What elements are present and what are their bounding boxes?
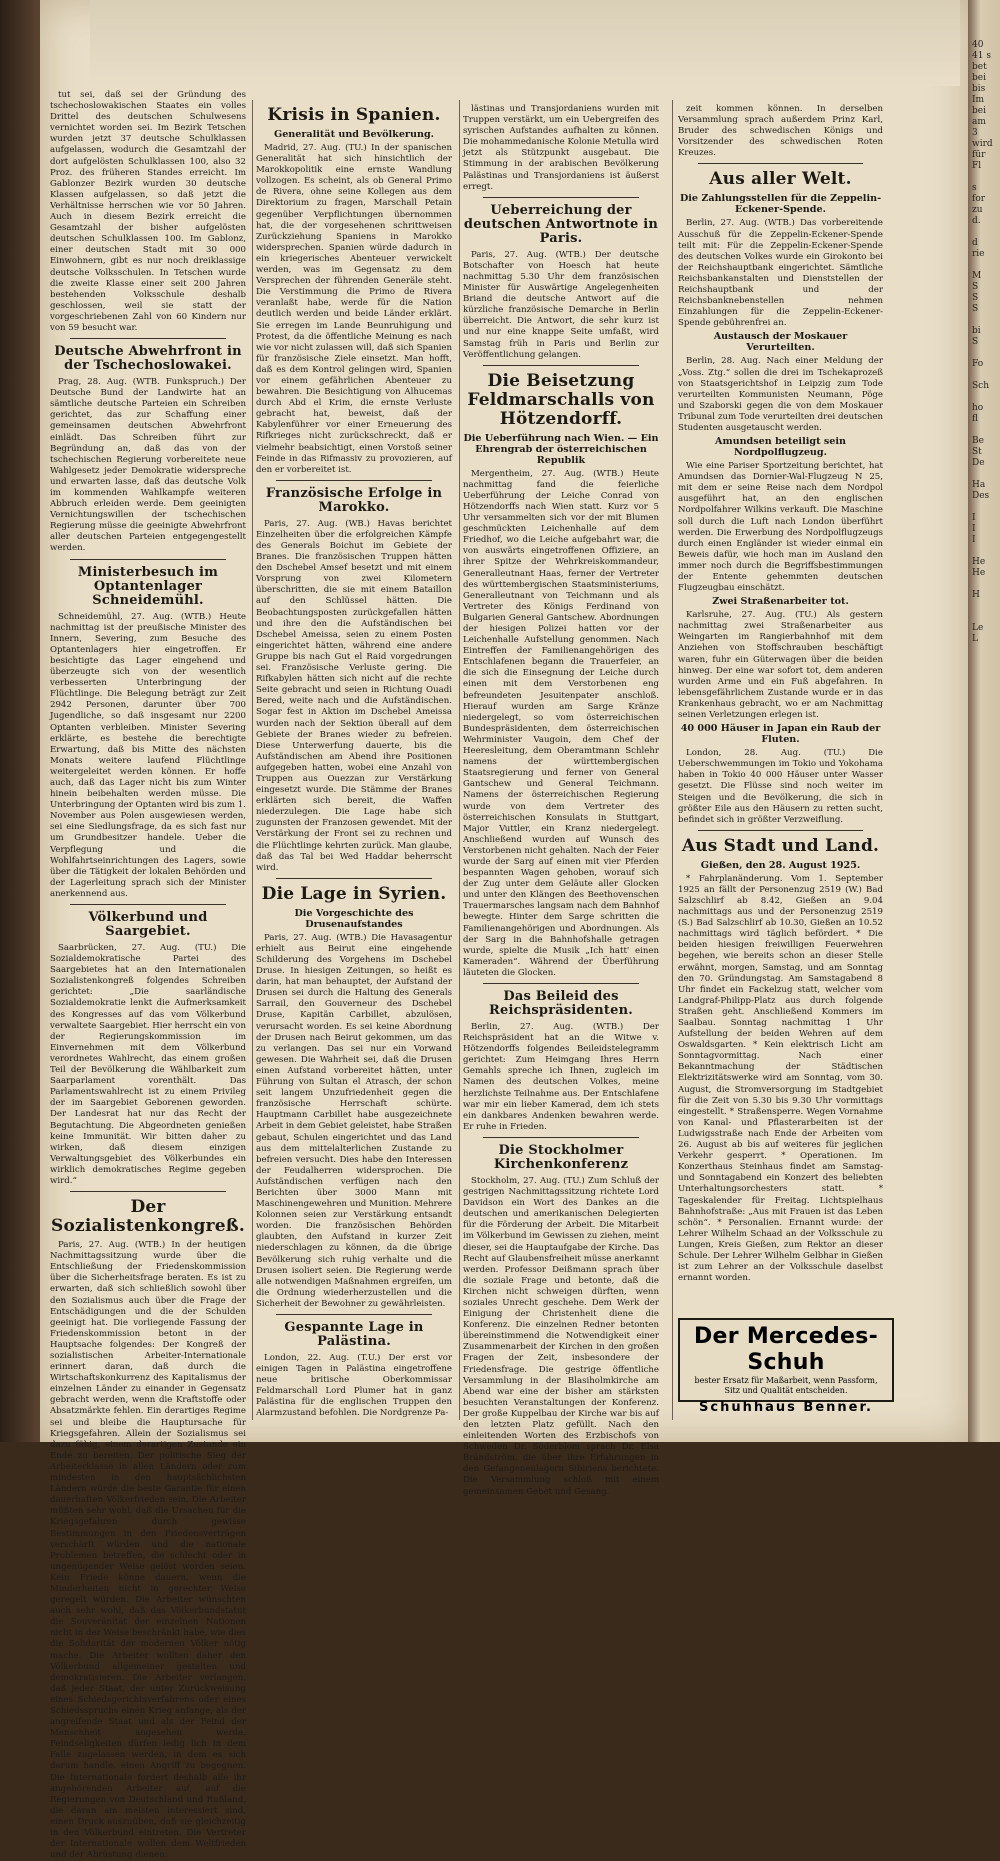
article-syrien: Paris, 27. Aug. (WTB.) Die Havasagentur erhielt aus Beirut eine eingehende Schilderung des Vorgehens im Dschebel Druse. In hiesigen Zeitungen, so heißt es darin, hat man behauptet, der Aufstand der Drusen sei durch die Haltung des Generals Sarrail, den Gouverneur des Dschebel Druse, Kapitän Carbillet, abzulösen, verursacht worden. Es sei keine Abordnung der Drusen nach Beirut gekommen, um das zu verlangen. Das sei nur ein Vorwand gewesen. Die Wahrheit sei, daß die Drusen einen Aufstand vorbereitet hätten, unter Führung von Sultan el Atrasch, der schon seit langem Unzufriedenheit gegen die französische Herrschaft schürte. Hauptmann Carbillet habe ausgezeichnete Arbeit in dem Gebiet geleistet, habe Straßen gebaut, Schulen eingerichtet und das Land aus dem mittelalterlichen Zustande zu befreien versucht. Dies habe den Interessen der Feudalherren widersprochen. Die Aufständischen verfügen nach den Berichten über 3000 Mann mit Maschinengewehren und Munition. Mehrere Kolonnen seien zur Verstärkung entsandt worden. Die französischen Behörden glaubten, den Aufstand in kurzer Zeit niederschlagen zu können, da die übrige Bevölkerung sich ruhig verhalte und die Drusen isoliert seien. Die Regierung werde alle notwendigen Maßnahmen ergreifen, um die Ordnung wiederherzustellen und die Sicherheit der Bewohner zu gewährleisten. [256, 932, 452, 1309]
headline-palaestina: Gespannte Lage in Palästina. [284, 1320, 424, 1349]
headline-beileid: Das Beileid des Reichspräsidenten. [489, 989, 633, 1018]
subheadline-moskau: Austausch der Moskauer Verurteilten. [713, 331, 848, 354]
divider [698, 163, 863, 164]
column-rule-3 [672, 100, 673, 1420]
divider [483, 983, 639, 984]
column-4 [678, 104, 883, 1286]
article-marokko: Paris, 27. Aug. (WB.) Havas berichtet Einzelheiten über die erfolgreichen Kämpfe des Generals Boichut im Gebiete der Branes. Die französischen Truppen hätten den Dschebel Amsef besetzt und mit einem Vorsprung von zwei Kilometern überschritten, die sie mit einem Bataillon auf den Schlüssel hätten. Die Beobachtungsposten zurückgefallen hätten und ihre den die Aufständischen bei Dschebel Ameissa, seien zu einem Posten eingerichtet hätten, während eine andere Gruppe bis nach Gut el Raid vorgedrungen sei. Französische Verluste gering. Die Rifkabylen hätten sich nicht auf die rechte Seite gebracht und seien in Richtung Ouadi Bered, weite nach und die Aufständischen. Sogar fest in Aktion im Dschebel Ameissa wurden nach der Sektion überall auf dem Gebiete der Branes wieder zu befreien. Diese Unterwerfung dauerte, bis die Aufständischen am Abend ihre Positionen aufgegeben hatten, wobei eine Anzahl von Truppen aus Ouezzan zur Verstärkung eingesetzt wurde. Die Stämme der Branes erklärten sich bereit, die Waffen niederzulegen. Die Lage habe sich zugunsten der Franzosen gewendet. Mit der Verstärkung der Front sei zu rechnen und die Flüchtlinge kehrten zurück. Man glaube, daß das Tal bei Wed Haddar beherrscht wird. [256, 518, 452, 873]
article-amundsen: Wie eine Pariser Sportzeitung berichtet, hat Amundsen das Dornier-Wal-Flugzeug N 25, mit dem er seine Reise nach dem Nordpol ausgeführt hat, an den englischen Nordpolfahrer Wilkins verkauft. Die Maschine soll durch die Luft nach London überführt werden. Die Erwerbung des Nordpolflugzeugs durch einen Engländer ist wieder einmal ein Beweis dafür, wie hoch man im Ausland den immer noch durch die Begriffsbestimmungen der Entente gehemmten deutschen Flugzeugbau einschätzt. [678, 461, 883, 594]
article-sozialistenkongress: Paris, 27. Aug. (WTB.) In der heutigen Nachmittagssitzung wurde über die Entschließung der Friedenskommission über die Sicherheitsfrage beraten. Es ist zu erwarten, daß sich schließlich sowohl über den Sozialismus auch über die Frage der Entschädigungen und die der Schulden geeinigt hat. Die vorliegende Fassung der Friedenskommission betont in der Hauptsache folgendes: Der Kongreß der sozialistischen Arbeiter-Internationale erinnert daran, daß durch die Wirtschaftskonkurrenz des Kapitalismus der einzelnen Länder zu einander in Gegensatz gebracht werden, wenn die Kraftstoffe oder Absatzmärkte fehlen. Ein derartiges Regime sei und bleibe die Hauptursache für Kriegsgefahren. Allein der Sozialismus sei dazu fähig, einem derartigen Zustande ein Ende zu bereiten. Der politische Sieg der Arbeiterklasse in allen Ländern oder zum mindesten in den hauptsächlichsten Ländern würde die beste Garantie für einen dauerhaften Völkerfrieden sein. Die Arbeiter müßten sehr wohl, daß die Ursachen für die Kriegsgefahren durch gewisse Bestimmungen in den Friedensverträgen verschärft würden und die nationale Problemen betreffen, die schlecht oder in ungenügender Weise gelöst worden seien. Kein Friede könne dauern, wenn die Minderheiten nicht in gerechter Weise geregelt würden. Die Arbeiter wünschten auch sehr wohl, daß das Völkerbundstatut die Souveränität der einzelnen Nationen nicht in der Weise beschränkt habe, wie dies die Solidarität der modernen Völker nötig mache. Die Arbeiter wollten daher den Völkerbund allgemeiner gestalten und demokratisieren. Die Arbeiter verlangen, daß jeder Staat, der unter Zurückweisung eines Schiedsgerichtsverfahrens oder eines Schiedsspruchs einen Krieg anfange, als der angreifende Staat und als der Feind der Menschheit angesehen werde. Feindseligkeiten dürfen ledig lich in dem Falle zugelassen werden, in dem es sich darum handle, einen Angriff zu begegnen. Die Internationale fordert deshalb alle ihr angehörenden Arbeiter auf, auf die Regierungen von Deutschland und Rußland, die daran am meisten interessiert sind, einen Druck auszuüben, daß sie gleichzeitig in den Völkerbund eintreten. Die Vertreter der Internationale wollen dem Weltfrieden und der Abrüstung dienen. [50, 1240, 246, 1861]
divider [70, 1191, 226, 1192]
subheadline-japan: 40 000 Häuser in Japan ein Raub der Fluten. [680, 723, 881, 746]
article-beileid: Berlin, 27. Aug. (WTB.) Der Reichspräsident hat an die Witwe v. Hötzendorffs folgendes Beileidstelegramm gerichtet: Zum Heimgang Ihres Herrn Gemahls spreche ich Ihnen, zugleich im Namen des deutschen Volkes, meine herzlichste Teilnahme aus. Der Entschlafene war mir ein lieber Kamerad, dem ich stets ein dankbares Andenken bewahren werde. Er ruhe in Frieden. [463, 1022, 659, 1132]
divider [483, 1137, 639, 1138]
subheadline-drusen: Die Vorgeschichte des Drusenaufstandes [294, 907, 414, 930]
column-rule-2 [459, 100, 460, 1420]
article-moskau: Berlin, 28. Aug. Nach einer Meldung der „Voss. Ztg.“ sollen die drei im Tschekaprozeß von Staatsgerichtshof in Leipzig zum Tode verurteilten Kommunisten Neumann, Pöge und Szaborski gegen die von dem Moskauer Tribunal zum Tode verurteilten drei deutschen Studenten ausgetauscht werden. [678, 356, 883, 433]
column-3 [463, 104, 659, 1497]
article-zeppelin: Berlin, 27. Aug. (WTB.) Das vorbereitende Ausschuß für die Zeppelin-Eckener-Spende teilt mit: Für die Zeppelin-Eckener-Spende des deutschen Volkes wurde ein Girokonto bei der Reichshauptbank eingerichtet. Sämtliche Reichsbankanstalten und Dienststellen der Reichshauptbank und der Reichsbanknebenstellen nehmen Einzahlungen für die Zeppelin-Eckener-Spende gebührenfrei an. [678, 218, 883, 329]
column-rule-1 [252, 100, 253, 1420]
divider [70, 904, 226, 905]
headline-voelkerbund: Völkerbund und Saargebiet. [88, 910, 208, 939]
divider [276, 878, 432, 879]
article-krisis-spanien: Madrid, 27. Aug. (TU.) In der spanischen Generalität hat sich hinsichtlich der Marokkopolitik eine ernste Wandlung vollzogen. Es scheint, als ob General Primo de Rivera, ohne seine Kollegen aus dem Direktorium zu fragen, Marschall Petain gegenüber Verpflichtungen übernommen hat, die der vorgesehenen schrittweisen Zurückziehung Spaniens in Marokko widersprechen. Spanien würde dadurch in ein kriegerisches Abenteuer verwickelt werden, was im Gegensatz zu dem Versprechen der führenden Generäle steht. Die Verstimmung die Primo de Rivera veranlaßt habe, werde für die Nation deutlich werden und beide Länder erklärt. Sie erregen im Lande Beunruhigung und Protest, da die öffentliche Meinung es nach wie vor nicht zulassen will, daß sich Spanien für französische Ziele einsetzt. Man hofft, daß es dem Kontrol gelingen wird, Spanien vor einem gefährlichen Abenteuer zu bewahren. Die Besichtigung von Alhucemas durch Abd el Krim, die ernste Verluste gebracht hat, beweist, daß der Kabylenführer vor einer Erneuerung des Rifkrieges nicht zurückschreckt, daß er vielmehr beabsichtigt, einen Vorstoß seiner Feinde in das Rifmassiv zu provozieren, auf den er vorbereitet ist. [256, 143, 452, 475]
headline-krisis-spanien: Krisis in Spanien. [267, 105, 441, 125]
headline-aus-aller-welt: Aus aller Welt. [709, 169, 852, 190]
column-2 [256, 100, 452, 1422]
headline-kirchenkonferenz: Die Stockholmer Kirchenkonferenz [493, 1142, 629, 1172]
headline-syrien: Die Lage in Syrien. [261, 883, 447, 904]
headline-marokko: Französische Erfolge in Marokko. [265, 485, 443, 515]
article-kirchenkonferenz: Stockholm, 27. Aug. (TU.) Zum Schluß der gestrigen Nachmittagssitzung richtete Lord Davidson ein Wort des Dankes an die deutschen und amerikanischen Delegierten für die Förderung der Arbeit. Die Mitarbeit im Völkerbund im Gewissen zu ziehen, meint dieser, sei die Hauptaufgabe der Kirche. Das Recht auf Glaubensfreiheit müsse anerkannt werden. Professor Deißmann sprach über die soziale Frage und betonte, daß die Kirchen nicht schweigen dürften, wenn soziales Unrecht geschehe. Dem Werk der Einigung der Christenheit diene die Konferenz. Die einzelnen Redner betonten übereinstimmend die Notwendigkeit einer Zusammenarbeit der Kirchen in den großen Fragen der Zeit, insbesondere der Friedensfrage. Die gestrige öffentliche Versammlung in der Blasiholmkirche am Abend war eine der bisher am stärksten besuchten Veranstaltungen der Konferenz. Der große Kuppelbau der Kirche war bis auf den letzten Platz gefüllt. Nach den einleitenden Worten des Erzbischofs von Schweden Dr. Söderblom sprach Dr. Elsa Brändström, die über ihre Erfahrungen in den Gefangenenlagern Sibiriens berichtete. Die Versammlung schloß mit einem gemeinsamen Gebet und Gesang. [463, 1175, 659, 1497]
article-voelkerbund: Saarbrücken, 27. Aug. (TU.) Die Sozialdemokratische Partei des Saargebietes hat an den Internationalen Sozialistenkongreß folgendes Schreiben gerichtet: „Die saarländische Sozialdemokratie lenkt die Aufmerksamkeit des Kongresses auf das vom Völkerbund verwaltete Saargebiet. Hier herrscht ein von der Regierungskommission im Einvernehmen mit dem Völkerbund verordnetes Wahlrecht, das einem großen Teil der Bevölkerung die Wählbarkeit zum Saarparlament vorenthält. Das Parlamentswahlrecht ist zu einem Privileg der im Saargebiet Geborenen geworden. Der Landesrat hat nur das Recht der Begutachtung. Die Abgeordneten genießen keine Immunität. Wir bitten daher zu wirken, daß diesem einzigen Verwaltungsgebiet des Völkerbundes ein wirklich demokratisches Regime gegeben wird.“ [50, 943, 246, 1186]
article-strassenarbeiter: Karlsruhe, 27. Aug. (TU.) Als gestern nachmittag zwei Straßenarbeiter aus Weingarten im Rangierbahnhof mit dem Anziehen von Stoffschrauben beschäftigt waren, fuhr ein Güterwagen über die beiden hinweg. Der eine war sofort tot, dem anderen wurden Arme und ein Fuß abgefahren. In lebensgefährlichem Zustande wurde er in das Krankenhaus gebracht, wo er am Nachmittag seinen Verletzungen erlegen ist. [678, 610, 883, 721]
article-japan: London, 28. Aug. (TU.) Die Ueberschwemmungen im Tokio und Yokohama haben in Tokio 40 000 Häuser unter Wasser gesetzt. Die Flüsse sind noch weiter im Steigen und die Bevölkerung, die sich in größter Eile aus den Häusern zu retten sucht, befindet sich in größter Verzweiflung. [678, 748, 883, 825]
article-palaestina: London, 22. Aug. (T.U.) Der erst vor einigen Tagen in Palästina eingetroffene neue britische Oberkommissar Feldmarschall Lord Plumer hat in ganz Palästina für die englischen Truppen den Alarmzustand befohlen. Die Nordgrenze Pa- [256, 1353, 452, 1419]
article-stadt-und-land: * Fahrplanänderung. Vom 1. September 1925 an fällt der Personenzug 2519 (W.) Bad Salzschlirf ab 8.42, Gießen an 9.04 nachmittags aus und der Personenzug 2519 (S.) Bad Salzschlirf ab 10.30, Gießen an 10.52 nachmittags wird täglich befördert. * Die beiden hiesigen freiwilligen Feuerwehren begehen, wie bereits schon an dieser Stelle erwähnt, morgen, Samstag, und am Sonntag den 70. Gründungstag. Am Samstagabend 8 Uhr findet ein Fackelzug statt, welcher vom Landgraf-Philipp-Platz aus durch folgende Straßen geht. Anschließend Kommers im Saalbau. Sonntag nachmittag 1 Uhr Aufstellung der beiden Wehren auf dem Oswaldsgarten. * Kein elektrisch Licht am Sonntagvormittag. Nach einer Bekanntmachung der Städtischen Elektrizitätswerke wird am Sonntag, vom 30. August, die Stromversorgung im Stadtgebiet für die Zeit von 5.30 bis 9.30 Uhr vormittags eingestellt. * Straßensperre. Wegen Vornahme von Kanal- und Pflasterarbeiten ist der Ludwigsstraße nach Ende der Arbeiten vom 26. August ab bis auf weiteres für jeglichen Verkehr gesperrt. * Operationen. Im Konzerthaus Steinhaus findet am Samstag- und Sonntagabend ein Konzert des beliebten Unterhaltungsorchesters statt. * Tageskalender für Freitag. Lichtspielhaus Bahnhofstraße: „Aus mit Frauen ist das Leben schön“. * Personalien. Ernannt wurde: der Lehrer Wilhelm Schaad an der Volksschule zu Lungen, Kreis Gießen, zum Rektor an dieser Schule. Der Lehrer Wilhelm Gelbhar in Gießen ist zum Lehrer an der Volksschule daselbst ernannt worden. [678, 873, 883, 1284]
article-palaestina-cont: lästinas und Transjordaniens wurden mit Truppen verstärkt, um ein Uebergreifen des syrischen Aufstandes aufhalten zu können. Die mohammedanische Kolonie Metulla wird jetzt als Stützpunkt ausgebaut. Die Stimmung in der arabischen Bevölkerung Palästinas und Transjordaniens ist äußerst erregt. [463, 104, 659, 192]
subheadline-generalitaet: Generalität und Bevölkerung. [274, 129, 434, 140]
column-1 [50, 90, 246, 1861]
article-beisetzung: Mergentheim, 27. Aug. (WTB.) Heute nachmittag fand die feierliche Ueberführung der Leiche Conrad von Hötzendorffs nach Wien statt. Kurz vor 5 Uhr versammelten sich vor der mit Blumen geschmückten Leichenhalle auf dem Friedhof, wo die Leiche aufgebahrt war, die von auswärts eingetroffenen Offiziere, an ihrer Spitze der Wehrkreiskommandeur, Generalleutnant Haas, ferner der Vertreter des württembergischen Staatsministeriums, Generalleutnant von Teichmann und als Vertreter des Königs Ferdinand von Bulgarien General Gantschew. Abordnungen der hiesigen Polizei hatten vor der Leichenhalle Aufstellung genommen. Nach Eintreffen der Familienangehörigen des Entschlafenen begann die Trauerfeier, an die sich die Einsegnung der Leiche durch einen mit dem Verstorbenen eng befreundeten Jesuitenpater anschloß. Hierauf wurden am Sarge Kränze niedergelegt, so vom österreichischen Bundespräsidenten, dem österreichischen Wehrminister Vaugoin, dem Chef der Heeresleitung, dem Oberamtmann Schlehr namens der württembergischen Staatsregierung und ferner von General Gantschew und General Teichmann. Namens der österreichischen Regierung wurde von dem Vertreter des österreichischen Konsulats in Stuttgart, Major Vuttler, ein Kranz niedergelegt. Anschließend wurden auf Wunsch des Verstorbenen nicht gehalten. Nach der Feier wurde der Sarg auf einen mit vier Pferden bespannten Wagen gehoben, worauf sich der Zug unter dem Geläute aller Glocken und unter den Klängen des Beethovenschen Trauermarsches langsam nach dem Bahnhof bewegte. Hinter dem Sarge schritten die Familienangehörigen und Abordnungen. Als der Sarg in die Bahnhofshalle getragen wurde, spielte die Musik „Ich hatt' einen Kameraden“. Während der Überführung läuteten die Glocken. [463, 468, 659, 978]
binding-shadow [0, 0, 40, 1442]
headline-beisetzung: Die Beisetzung Feldmarschalls von Hötzendorff. [467, 370, 655, 429]
page-top-margin [90, 0, 960, 86]
divider [276, 1314, 432, 1315]
divider [483, 197, 639, 198]
adjacent-page-fragments: 40 41 s bet bei bis Im bei am 3 wird für Fl s for zu d. d rie M S S S bi S Fo Sch ho fl Be St De Ha Des I I I He He H Le L [972, 40, 993, 644]
headline-sozialistenkongress: Der Sozialistenkongreß. [50, 1197, 246, 1237]
subheadline-strassenarbeiter: Zwei Straßenarbeiter tot. [712, 596, 849, 608]
ad-shop-name: Schuhhaus Benner. [699, 1400, 873, 1415]
ad-brand: Der Mercedes-Schuh [693, 1324, 879, 1375]
article-intro: tut sei, daß sei der Gründung des tschechoslowakischen Staates ein volles Drittel des deutschen Schulwesens vernichtet worden sei. Im Bezirk Tetschen wurden jetzt 37 deutsche Schulklassen aufgelassen, wodurch die Gesamtzahl der dort aufgelösten Schulklassen 100, also 32 Proz. des früheren Standes erreicht. Im Gablonzer Bezirk wurden 30 deutsche Klassen aufgelassen, so daß jetzt die Verhältnisse herrschen wie vor 50 Jahren. Auch in diesem Bezirk erreicht die Gesamtzahl der bisher aufgelösten deutschen Schulklassen 100. Im Gablonz, einer deutschen Stadt mit 30 000 Einwohnern, gibt es nur noch dreiklassige deutsche Volksschulen. In Tetschen wurde die zweite Klasse einer seit 200 Jahren bestehenden Volksschule deshalb geschlossen, weil sie statt der vorgeschriebenen Zahl von 60 Kindern nur von 59 besucht war. [50, 90, 246, 333]
article-ministerbesuch: Schneidemühl, 27. Aug. (WTB.) Heute nachmittag ist der preußische Minister des Innern, Severing, zum Besuche des Optantenlagers hier eingetroffen. Er besichtigte das Lager eingehend und überzeugte sich von der wesentlich verbesserten Unterbringung der Flüchtlinge. Die Belegung beträgt zur Zeit 2942 Personen, darunter über 700 Jugendliche, so daß insgesamt nur 2200 Optanten verbleiben. Minister Severing erklärte, es bestehe die berechtigte Erwartung, daß bis Mitte des nächsten Monats weitere laufend Flüchtlinge weitergeleitet werden können. Er hoffe auch, daß das Lager nicht bis zum Winter hinein beibehalten werden müsse. Die Unterbringung der Optanten wird bis zum 1. November aus Polen ausgewiesen werden, sei eine Siedlungsfrage, da es sich fast nur um Grundbesitzer handele. Ueber die Verpflegung und die Wohlfahrtseinrichtungen des Lagers, sowie über die Tätigkeit der lokalen Behörden und der Lagerleitung sprach sich der Minister anerkennend aus. [50, 611, 246, 899]
article-abwehrfront: Prag, 28. Aug. (WTB. Funkspruch.) Der Deutsche Bund der Landwirte hat an sämtliche deutsche Parteien ein Schreiben gerichtet, das zur Schaffung einer gemeinsamen deutschen Abwehrfront einlädt. Das Schreiben führt zur Begründung an, daß das von der tschechischen Regierung vorbereitete neue Wahlgesetz jeder Demokratie widerspreche und erwarten lasse, daß das deutsche Volk im kommenden Wahlkampfe weiteren Abbruch erleiden werde. Dem geeinigten Vernichtungswillen der tschechischen Regierung müsse die geeinigte Abwehrfront aller deutschen Parteien entgegengestellt werden. [50, 377, 246, 554]
headline-ministerbesuch: Ministerbesuch im Optantenlager Schneidemühl. [77, 564, 219, 608]
divider [276, 480, 432, 481]
article-kirchenkonferenz-cont: zeit kommen können. In derselben Versammlung sprach außerdem Prinz Karl, Bruder des schwedischen Königs und Vorsitzender des schwedischen Roten Kreuzes. [678, 104, 883, 159]
divider [70, 338, 226, 339]
dateline: Gießen, den 28. August 1925. [700, 859, 861, 871]
divider [70, 559, 226, 560]
subheadline-zeppelin: Die Zahlungsstellen für die Zeppelin-Eckener-Spende. [679, 193, 882, 216]
divider [698, 830, 863, 831]
article-antwortnote: Paris, 27. Aug. (WTB.) Der deutsche Botschafter von Hoesch hat heute nachmittag 5.30 Uhr dem französischen Minister für Auswärtige Angelegenheiten Briand die deutsche Antwort auf die kürzliche französische Demarche in Berlin überreicht. Die Antwort, die sehr kurz ist und nur eine knappe Seite umfaßt, wird Samstag früh in Paris und Berlin zur Veröffentlichung gelangen. [463, 249, 659, 360]
headline-antwortnote: Ueberreichung der deutschen Antwortnote in Paris. [463, 202, 659, 246]
adjacent-page-edge [968, 0, 1000, 1442]
ad-tagline: bester Ersatz für Maßarbeit, wenn Passform, Sitz und Qualität entscheiden. [694, 1376, 878, 1395]
subheadline-amundsen: Amundsen beteiligt sein Nordpolflugzeug. [715, 436, 846, 459]
divider [483, 365, 639, 366]
advertisement-mercedes-schuh [678, 1318, 894, 1415]
headline-abwehrfront: Deutsche Abwehrfront in der Tschechoslowakei. [54, 344, 242, 374]
headline-stadt-und-land: Aus Stadt und Land. [681, 835, 880, 856]
subheadline-ueberfuehrung: Die Ueberführung nach Wien. — Ein Ehrengrab der österreichischen Republik [463, 432, 659, 466]
